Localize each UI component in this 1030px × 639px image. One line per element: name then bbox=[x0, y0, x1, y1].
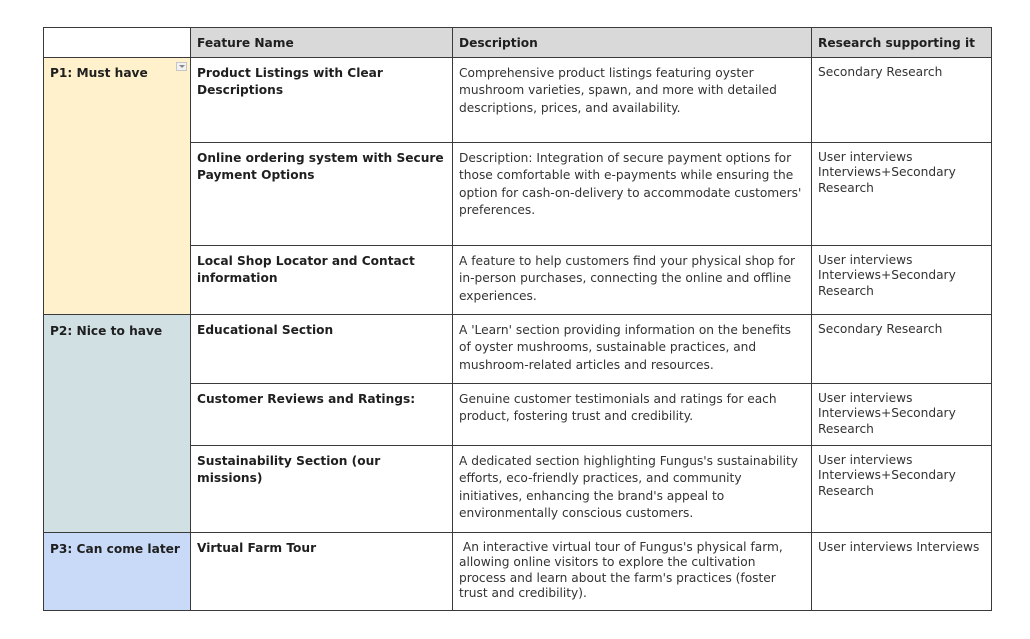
description-cell[interactable]: Description: Integration of secure payment options for those comfortable with e-payments while ensuring the option for cash-on-delivery to accommodate customers' preferences. bbox=[453, 142, 812, 245]
header-feature-name[interactable]: Feature Name bbox=[191, 28, 453, 58]
corner-cell[interactable] bbox=[44, 28, 191, 58]
priority-label: P3: Can come later bbox=[50, 541, 180, 556]
description-text: An interactive virtual tour of Fungus's physical farm, allowing online visitors to explore the cultivation process and learn about the farm's practices (foster trust and credibility). bbox=[459, 539, 787, 600]
priority-cell-p1[interactable] bbox=[44, 57, 191, 314]
research-line: Research bbox=[818, 421, 874, 436]
research-line: Interviews+Secondary bbox=[818, 468, 956, 482]
description-cell[interactable]: Comprehensive product listings featuring oyster mushroom varieties, spawn, and more with detailed descriptions, prices, and availability. bbox=[453, 57, 812, 142]
feature-name-cell[interactable]: Customer Reviews and Ratings: bbox=[191, 383, 453, 445]
description-cell[interactable] bbox=[453, 532, 812, 610]
research-cell[interactable] bbox=[812, 245, 992, 314]
research-cell[interactable] bbox=[812, 142, 992, 245]
research-line: Interviews+Secondary bbox=[818, 165, 956, 179]
research-line: User interviews bbox=[818, 390, 913, 405]
feature-name-cell[interactable]: Educational Section bbox=[191, 314, 453, 383]
research-line: Research bbox=[818, 180, 874, 195]
header-row bbox=[44, 28, 992, 58]
research-cell[interactable] bbox=[812, 57, 992, 142]
chevron-down-icon[interactable] bbox=[176, 62, 187, 71]
priority-label: P1: Must have bbox=[50, 65, 148, 80]
research-line: Interviews+Secondary bbox=[818, 406, 956, 420]
table-row bbox=[44, 532, 992, 610]
research-cell[interactable] bbox=[812, 383, 992, 445]
research-line: Interviews+Secondary bbox=[818, 268, 956, 282]
research-line: Research bbox=[818, 283, 874, 298]
research-line: User interviews bbox=[818, 452, 913, 467]
feature-name-cell[interactable]: Sustainability Section (our missions) bbox=[191, 445, 453, 532]
priority-cell-p2[interactable] bbox=[44, 314, 191, 532]
description-cell[interactable]: A feature to help customers find your physical shop for in-person purchases, connecting the online and offline experiences. bbox=[453, 245, 812, 314]
description-cell[interactable]: A 'Learn' section providing information on the benefits of oyster mushrooms, sustainable practices, and mushroom-related articles and resources. bbox=[453, 314, 812, 383]
table-row bbox=[44, 314, 992, 383]
research-line: Research bbox=[818, 483, 874, 498]
table-row bbox=[44, 57, 992, 142]
feature-name-cell[interactable]: Online ordering system with Secure Payment Options bbox=[191, 142, 453, 245]
research-cell[interactable] bbox=[812, 532, 992, 610]
research-cell[interactable] bbox=[812, 445, 992, 532]
header-research[interactable]: Research supporting it bbox=[812, 28, 992, 58]
header-description[interactable]: Description bbox=[453, 28, 812, 58]
description-cell[interactable]: A dedicated section highlighting Fungus's sustainability efforts, eco-friendly practices, and community initiatives, enhancing the brand's appeal to environmentally conscious customers. bbox=[453, 445, 812, 532]
priority-label: P2: Nice to have bbox=[50, 323, 163, 338]
research-line: Secondary Research bbox=[818, 321, 943, 336]
research-cell[interactable] bbox=[812, 314, 992, 383]
research-line: User interviews bbox=[818, 149, 913, 164]
research-line: Secondary Research bbox=[818, 64, 943, 79]
research-line: User interviews bbox=[818, 252, 913, 267]
research-line: User interviews Interviews bbox=[818, 539, 980, 554]
priority-cell-p3[interactable] bbox=[44, 532, 191, 610]
description-cell[interactable]: Genuine customer testimonials and ratings for each product, fostering trust and credibility. bbox=[453, 383, 812, 445]
feature-name-cell[interactable]: Local Shop Locator and Contact information bbox=[191, 245, 453, 314]
feature-name-cell[interactable]: Virtual Farm Tour bbox=[191, 532, 453, 610]
feature-priority-table bbox=[43, 27, 992, 611]
feature-name-cell[interactable]: Product Listings with Clear Descriptions bbox=[191, 57, 453, 142]
